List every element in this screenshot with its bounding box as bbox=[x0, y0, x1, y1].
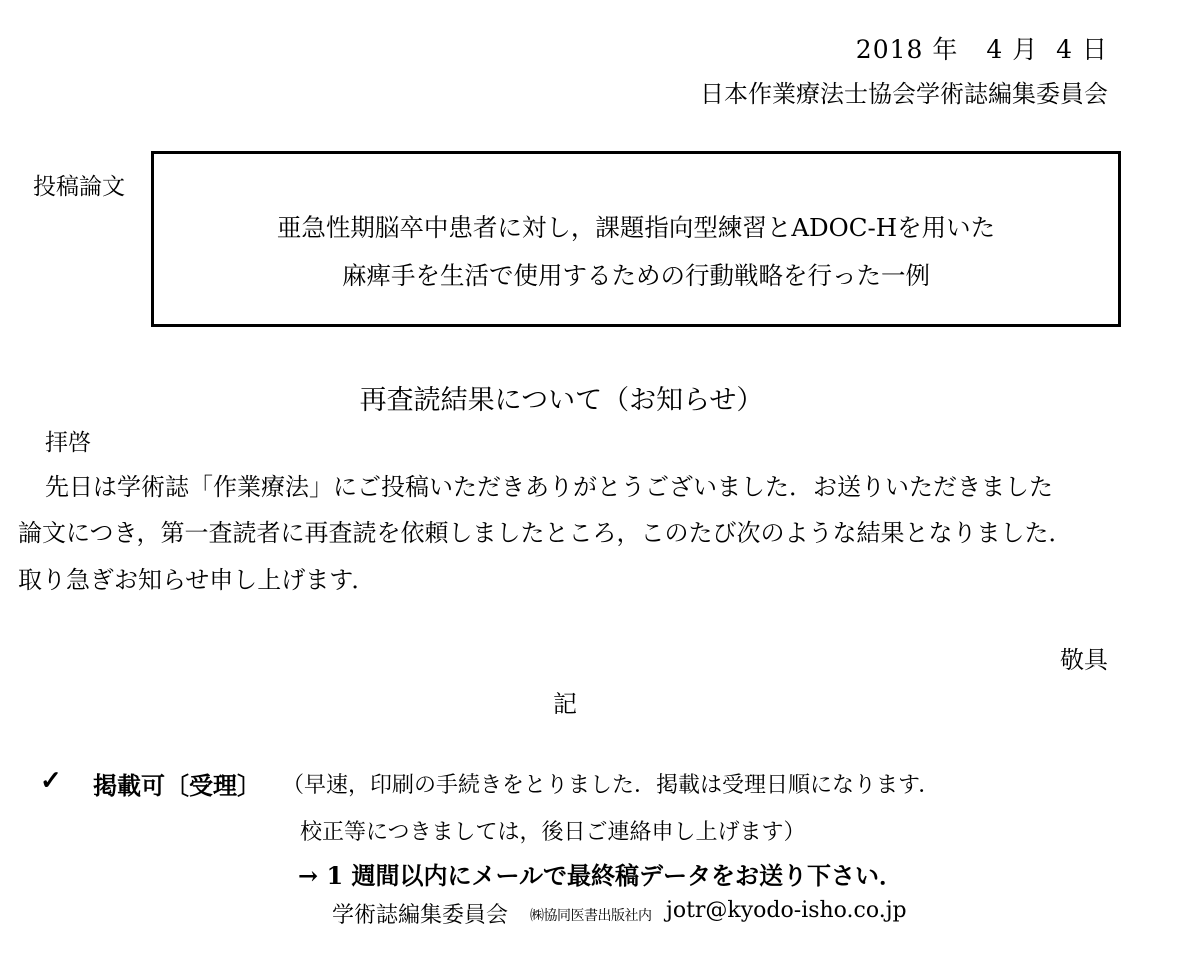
paper-title-box bbox=[151, 151, 1121, 327]
contact-committee: 学術誌編集委員会 bbox=[332, 903, 509, 928]
contact-email: jotr@kyodo-isho.co.jp bbox=[666, 898, 907, 923]
closing-keigu: 敬具 bbox=[1060, 646, 1108, 674]
date-year: 2018 年 bbox=[855, 35, 959, 64]
date-day: 4 日 bbox=[1056, 35, 1108, 64]
paper-title-line-2: 麻痺手を生活で使用するための行動戦略を行った一例 bbox=[342, 261, 930, 290]
paper-label: 投稿論文 bbox=[33, 174, 125, 200]
check-mark-icon: ✓ bbox=[40, 766, 62, 796]
result-detail-line-2: 校正等につきましては，後日ご連絡申し上げます） bbox=[300, 820, 806, 845]
paragraph-line-1: 先日は学術誌「作業療法」にご投稿いただきありがとうございました．お送りいただきました bbox=[45, 473, 1053, 501]
result-detail-line-1: （早速，印刷の手続きをとりました．掲載は受理日順になります． bbox=[282, 773, 941, 798]
sender-organization: 日本作業療法士協会学術誌編集委員会 bbox=[700, 80, 1108, 108]
date-month: 4 月 bbox=[986, 35, 1039, 64]
paper-title-line-1: 亜急性期脳卒中患者に対し，課題指向型練習とADOC-Hを用いた bbox=[276, 213, 996, 242]
document-date bbox=[856, 30, 1108, 66]
contact-publisher: ㈱協同医書出版社内 bbox=[530, 908, 652, 924]
paragraph-line-2: 論文につき，第一査読者に再査読を依頼しましたところ，このたび次のような結果となりました． bbox=[18, 519, 1073, 547]
salutation: 拝啓 bbox=[45, 430, 91, 456]
final-draft-instruction: → 1 週間以内にメールで最終稿データをお送り下さい． bbox=[298, 861, 904, 890]
paragraph-line-3: 取り急ぎお知らせ申し上げます． bbox=[18, 566, 376, 594]
result-status: 掲載可〔受理〕 bbox=[93, 771, 261, 800]
notice-heading: 再査読結果について（お知らせ） bbox=[359, 385, 764, 416]
ki-marker: 記 bbox=[553, 690, 577, 718]
